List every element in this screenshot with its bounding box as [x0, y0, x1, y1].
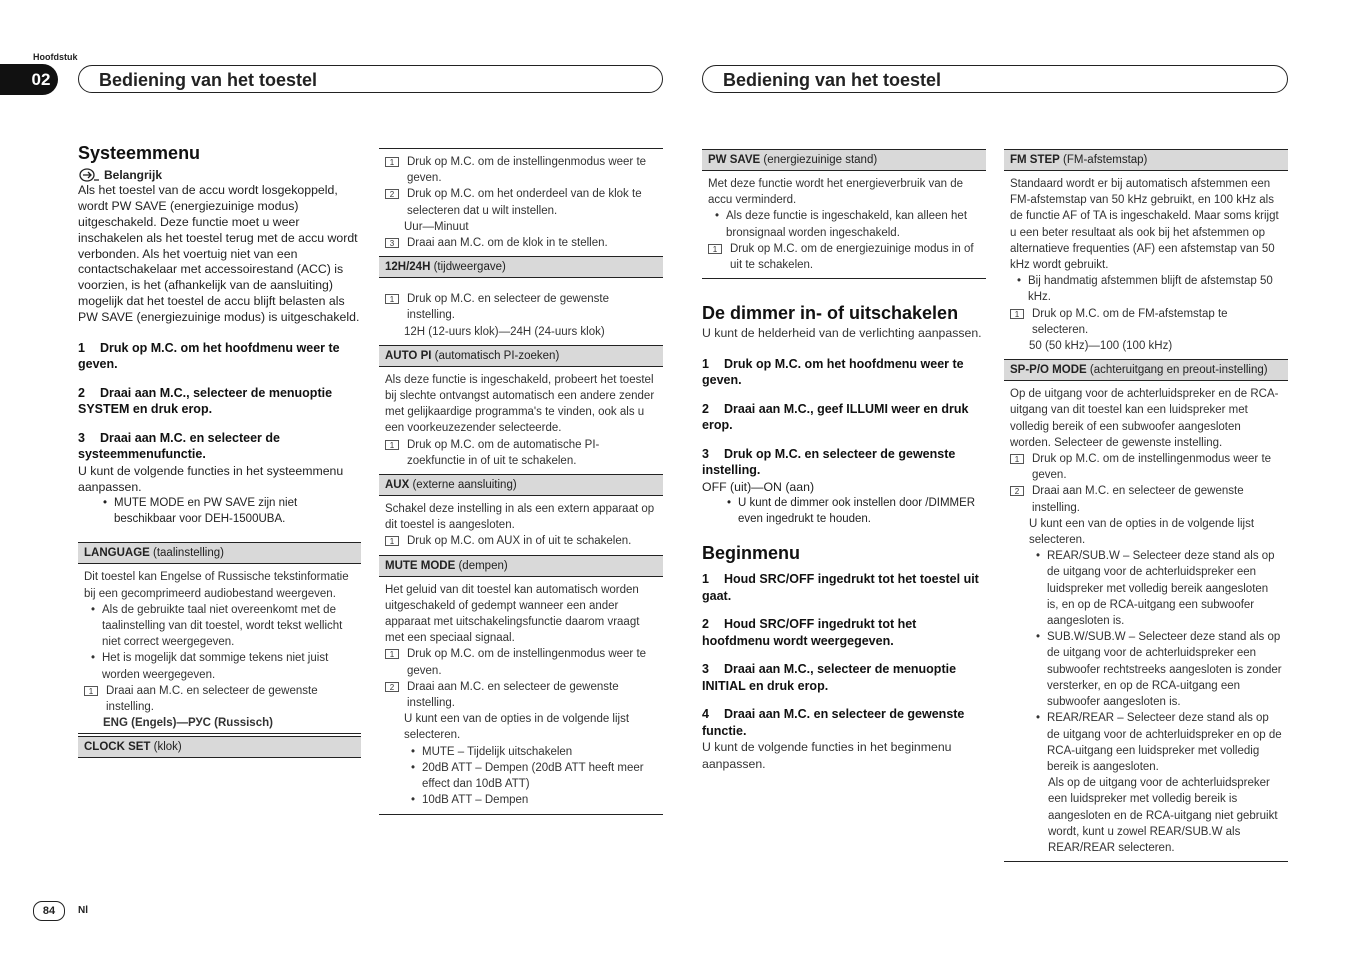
mute-option-3: • 10dB ATT – Dempen [410, 794, 529, 807]
aux-header: AUX (externe aansluiting) [379, 474, 663, 496]
important-label: Belangrijk [104, 168, 163, 183]
clock-step-3: 3 Draai aan M.C. om de klok in te stellen. [385, 235, 657, 251]
language-body: Dit toestel kan Engelse of Russische tekstinformatie bij een gecomprimeerd audiobestand weergeven. • Als de gebruikte taal niet overeenkomt met de taalinstelling van dit toestel, wordt tekst wellicht niet correct weergegeven. • Het is mogelijk dat sommige tekens niet juist worden weergegeven. 1 Draai aan M.C. en selecteer de gewenste instelling. ENG (Engels)—РУС (Russisch) [78, 564, 361, 734]
fmstep-header: FM STEP (FM-afstemstap) [1004, 149, 1288, 171]
autopi-step-1: 1 Druk op M.C. om de automatische PI-zoekfunctie in of uit te schakelen. [385, 437, 657, 469]
language-bullet-2: • Het is mogelijk dat sommige tekens niet juist worden weergegeven. [90, 652, 329, 681]
sp-option-2: • SUB.W/SUB.W – Selecteer deze stand als op de uitgang voor de achterluidspreker een subwoofer rechtstreeks aangesloten is zonder versterker, en op de RCA-uitgang een subwoofer aangesloten is. [1035, 631, 1282, 709]
column-1 [78, 145, 361, 758]
language-bullet-1: • Als de gebruikte taal niet overeenkomt met de taalinstelling van dit toestel, wordt tekst wellicht niet correct weergegeven. [90, 603, 343, 649]
begin-step-2: 2 Houd SRC/OFF ingedrukt tot het hoofdmenu wordt weergegeven. [702, 617, 917, 648]
spmode-body: Op de uitgang voor de achterluidspreker en de RCA-uitgang van dit toestel kan een luidspreker met volledig bereik of een subwoofer aangesloten worden. Selecteer de gewenste instelling. 1 Druk op M.C. om de instellingenmodus weer te geven. 2 Draai aan M.C. en selecteer de gewenste instelling. U kunt een van de opties in de volgende lijst selecteren. • REAR/SUB.W – Selecteer deze stand als op de uitgang voor de achterluidspreker een luidspreker met volledig bereik aangesloten is, en op de RCA-uitgang een subwoofer aangesloten is. • SUB.W/SUB.W – Selecteer deze stand als op de uitgang voor de achterluidspreker een subwoofer rechtstreeks aangesloten is zonder versterker, en op de RCA-uitgang een subwoofer aangesloten is. • REAR/REAR – Selecteer deze stand als op de uitgang voor de achterluidspreker en op de RCA-uitgang een luidspreker met volledig bereik is aangesloten. Als op de uitgang voor de achterluidspreker een luidspreker met volledig bereik is aangesloten en de RCA-uitgang niet gebruikt wordt, kunt u zowel REAR/SUB.W als REAR/REAR selecteren. [1004, 381, 1288, 862]
dimmer-step-1: 1 Druk op M.C. om het hoofdmenu weer te geven. [702, 356, 964, 388]
important-notice [78, 167, 361, 183]
column-2 [379, 148, 663, 815]
chapter-label: Hoofdstuk [33, 52, 78, 62]
mute-option-1: • MUTE – Tijdelijk uitschakelen [410, 745, 573, 758]
dimmer-bullet: • U kunt de dimmer ook instellen door /DIMMER even ingedrukt te houden. [726, 496, 976, 526]
clock-step-1: 1 Druk op M.C. om de instellingenmodus weer te geven. [385, 154, 657, 186]
page-title-right: Bediening van het toestel [702, 65, 1288, 93]
column-3 [702, 149, 986, 772]
sp-option-3-note: Als op de uitgang voor de achterluidspreker een luidspreker met volledig bereik is aangesloten en de RCA-uitgang niet gebruikt wordt, kunt u zowel REAR/SUB.W als REAR/REAR selecteren. [1048, 777, 1278, 854]
clock-step-2: 2 Druk op M.C. om het onderdeel van de klok te selecteren dat u wilt instellen. [385, 186, 657, 218]
dimmer-step-3: 3 Druk op M.C. en selecteer de gewenste instelling. [702, 446, 956, 478]
step-2: 2 Draai aan M.C., selecteer de menuoptie SYSTEM en druk erop. [78, 385, 333, 417]
section-heading-dimmer: De dimmer in- of uitschakelen [702, 303, 959, 324]
sp-step-1: 1 Druk op M.C. om de instellingenmodus weer te geven. [1010, 451, 1282, 483]
begin-step-3: 3 Draai aan M.C., selecteer de menuoptie INITIAL en druk erop. [702, 662, 957, 693]
sp-option-1: • REAR/SUB.W – Selecteer deze stand als op de uitgang voor de achterluidspreker een luidspreker met volledig bereik aangesloten is, en op de RCA-uitgang een subwoofer aangesloten is. [1035, 550, 1275, 628]
1224-header: 12H/24H (tijdweergave) [379, 256, 663, 278]
pwsave-bullet-1: • Als deze functie is ingeschakeld, kan alleen het bronsignaal worden ingeschakeld. [714, 210, 968, 239]
begin-text: U kunt de volgende functies in het beginmenu aanpassen. [702, 740, 952, 771]
mute-step-1: 1 Druk op M.C. om de instellingenmodus weer te geven. [385, 646, 657, 678]
page-number: 84 [33, 901, 65, 921]
important-icon [78, 168, 100, 182]
language-step-1: 1 Draai aan M.C. en selecteer de gewenste instelling. [84, 683, 355, 715]
pwsave-step-1: 1 Druk op M.C. om de energiezuinige modus in of uit te schakelen. [708, 241, 980, 276]
mute-step-2: 2 Draai aan M.C. en selecteer de gewenste instelling. [385, 679, 657, 711]
mutemode-body: Het geluid van dit toestel kan automatisch worden uitgeschakeld of gedempt wanneer een ander apparaat met uitschakelingsfunctie daarom vraagt met een speciaal signaal. 1 Druk op M.C. om de instellingenmodus weer te geven. 2 Draai aan M.C. en selecteer de gewenste instelling. U kunt een van de opties in de volgende lijst selecteren. • MUTE – Tijdelijk uitschakelen • 20dB ATT – Dempen (20dB ATT heeft meer effect dan 10dB ATT) • 10dB ATT – Dempen [379, 577, 663, 815]
dimmer-options: OFF (uit)—ON (aan) [702, 479, 815, 494]
clockset-body [379, 148, 663, 253]
1224-options: 12H (12-uurs klok)—24H (24-uurs klok) [404, 325, 605, 338]
aux-body: Schakel deze instelling in als een extern apparaat op dit toestel is aangesloten. 1 Druk op M.C. om AUX in of uit te schakelen. [379, 496, 663, 552]
chapter-number-badge [0, 64, 58, 95]
sp-option-3: • REAR/REAR – Selecteer deze stand als op de uitgang voor de achterluidspreker en op de RCA-uitgang een luidspreker met volledig bereik is aangesloten. [1035, 712, 1282, 773]
sp-step-2-text: U kunt een van de opties in de volgende lijst selecteren. [1029, 517, 1255, 547]
pwsave-header: PW SAVE (energiezuinige stand) [702, 149, 986, 171]
language-code: Nl [78, 905, 88, 916]
mutemode-header: MUTE MODE (dempen) [379, 555, 663, 577]
autopi-body: Als deze functie is ingeschakeld, probeert het toestel bij slechte ontvangst automatisch een andere zender met gelijkaardige programma's te vinden, ook als u een voorkeuzezender selecteerde. 1 Druk op M.C. om de automatische PI-zoekfunctie in of uit te schakelen. [379, 367, 663, 471]
step-1: 1 Druk op M.C. om het hoofdmenu weer te geven. [78, 340, 340, 372]
begin-step-1: 1 Houd SRC/OFF ingedrukt tot het toestel uit gaat. [702, 572, 979, 603]
fmstep-bullet-1: • Bij handmatig afstemmen blijft de afstemstap 50 kHz. [1016, 275, 1273, 304]
dimmer-intro: U kunt de helderheid van de verlichting aanpassen. [702, 326, 982, 341]
mute-step-2-text: U kunt een van de opties in de volgende lijst selecteren. [404, 713, 630, 742]
sp-step-2: 2 Draai aan M.C. en selecteer de gewenste instelling. [1010, 483, 1282, 515]
language-box [78, 542, 361, 734]
language-options: ENG (Engels)—РУС (Russisch) [103, 717, 273, 730]
column-4 [1004, 149, 1288, 862]
fmstep-step-1: 1 Druk op M.C. om de FM-afstemstap te selecteren. [1010, 306, 1282, 338]
spmode-header: SP-P/O MODE (achteruitgang en preout-instelling) [1004, 359, 1288, 381]
1224-body [379, 286, 663, 342]
pwsave-body: Met deze functie wordt het energieverbruik van de accu verminderd. • Als deze functie is ingeschakeld, kan alleen het bronsignaal worden ingeschakeld. 1 Druk op M.C. om de energiezuinige modus in of uit te schakelen. [702, 171, 986, 279]
dimmer-step-2: 2 Draai aan M.C., geef ILLUMI weer en druk erop. [702, 401, 969, 433]
fmstep-options: 50 (50 kHz)—100 (100 kHz) [1029, 340, 1173, 353]
fmstep-body: Standaard wordt er bij automatisch afstemmen een FM-afstemstap van 50 kHz gebruikt, en 100 kHz als de functie AF of TA is ingeschakeld. Maar soms krijgt u een beter resultaat als ook bij het afstemmen op alternatieve frequenties (AF) een afstemstap van 50 kHz wordt gebruikt. • Bij handmatig afstemmen blijft de afstemstap 50 kHz. 1 Druk op M.C. om de FM-afstemstap te selecteren. 50 (50 kHz)—100 (100 kHz) [1004, 171, 1288, 356]
important-text: Als het toestel van de accu wordt losgekoppeld, wordt PW SAVE (energiezuinige modus) uitgeschakeld. Deze functie moet u weer inschakelen als het toestel terug met de accu wordt verbonden. Als het voertuig niet van een contactschakelaar met accessoirestand (ACC) is voorzien, is het (afhankelijk van de aansluiting) mogelijk dat het toestel de accu blijft belasten als PW SAVE (energiezuinige modus) is uitgeschakeld. [78, 183, 360, 324]
section-heading-beginmenu: Beginmenu [702, 543, 801, 564]
section-heading-systeemmenu: Systeemmenu [78, 143, 201, 163]
mute-option-2: • 20dB ATT – Dempen (20dB ATT heeft meer effect dan 10dB ATT) [410, 761, 644, 791]
autopi-header: AUTO PI (automatisch PI-zoeken) [379, 345, 663, 367]
step-3-text: U kunt de volgende functies in het systeemmenu aanpassen. [78, 463, 344, 494]
step-3-bullet: • MUTE MODE en PW SAVE zijn niet beschikbaar voor DEH-1500UBA. [102, 496, 298, 526]
clockset-header: CLOCK SET (klok) [78, 736, 361, 758]
clock-step-2-options: Uur—Minuut [404, 220, 469, 233]
aux-step-1: 1 Druk op M.C. om AUX in of uit te schakelen. [385, 533, 657, 549]
language-header: LANGUAGE (taalinstelling) [78, 542, 361, 564]
step-3: 3 Draai aan M.C. en selecteer de systeemmenufunctie. [78, 430, 280, 462]
1224-step-1: 1 Druk op M.C. en selecteer de gewenste instelling. [385, 291, 657, 323]
page-title-left: Bediening van het toestel [78, 65, 663, 93]
chapter-number: 02 [31, 70, 51, 89]
begin-step-4: 4 Draai aan M.C. en selecteer de gewenste functie. [702, 707, 965, 738]
